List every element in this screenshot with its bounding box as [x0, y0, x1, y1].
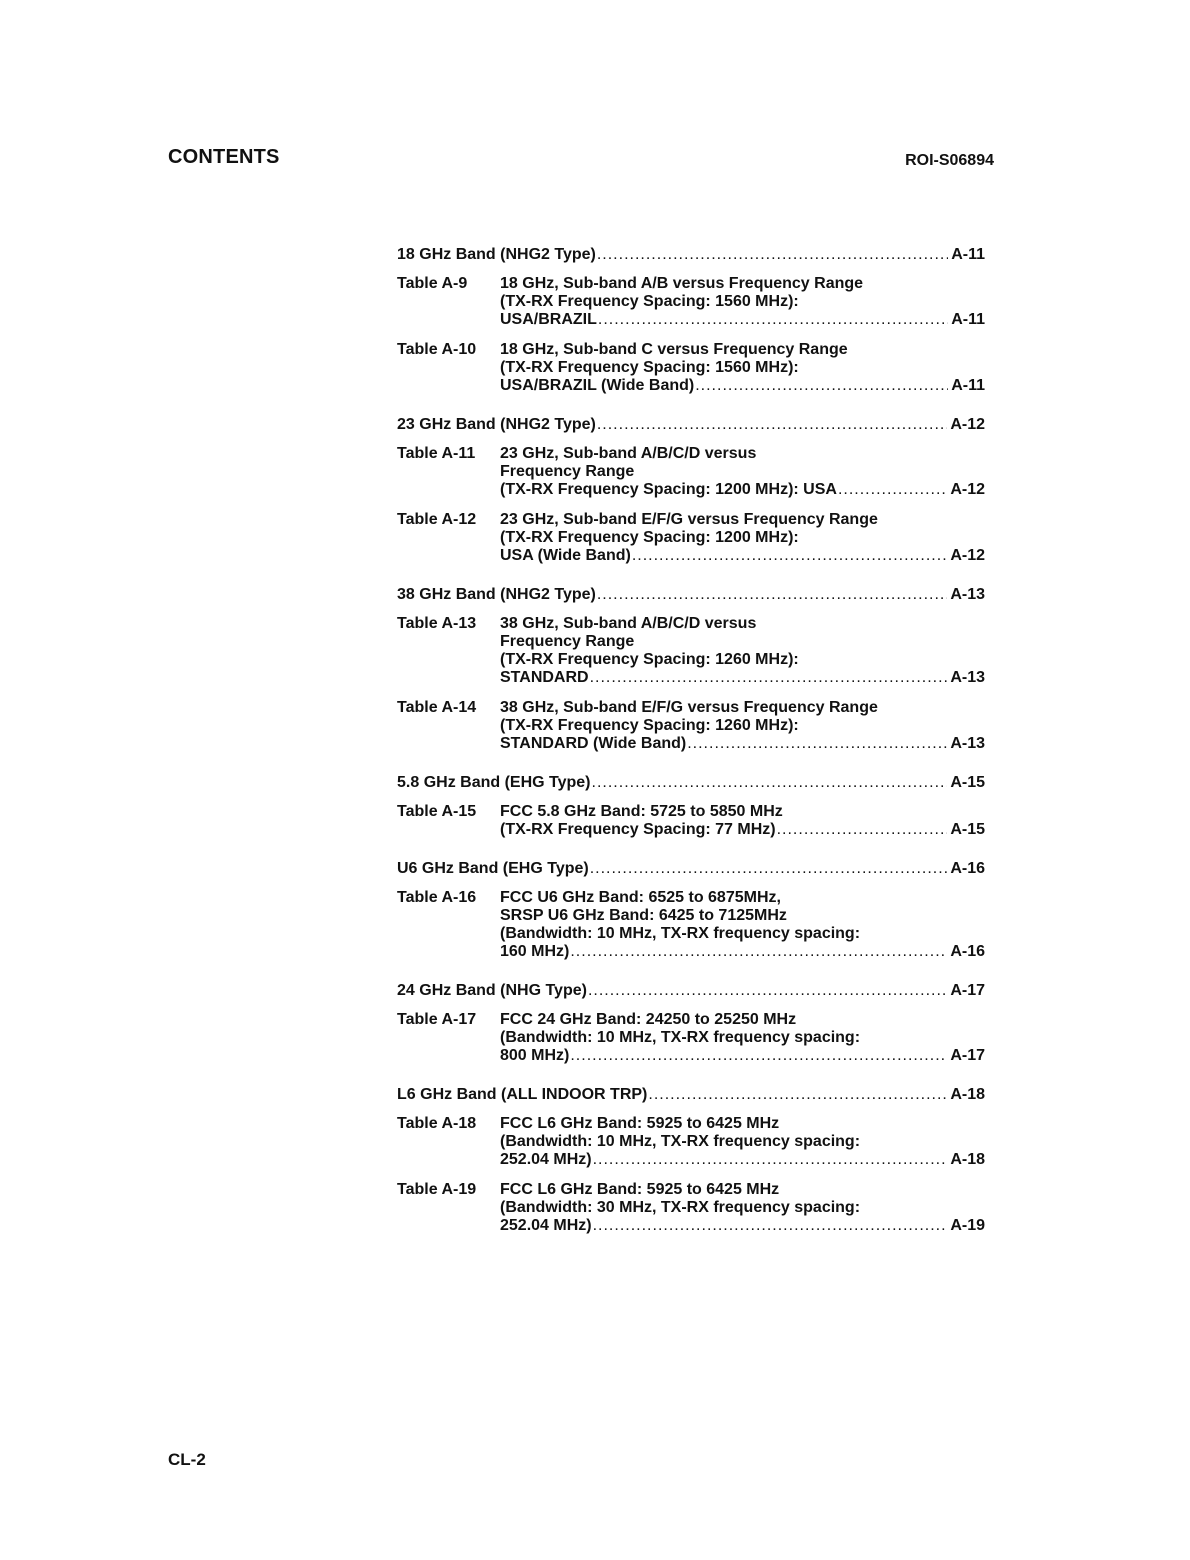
section-title: 24 GHz Band (NHG Type) — [397, 982, 587, 999]
dot-leader — [590, 860, 948, 878]
section-title: L6 GHz Band (ALL INDOOR TRP) — [397, 1086, 648, 1103]
table-label: Table A-18 — [397, 1115, 477, 1132]
table-page: A-16 — [950, 943, 985, 960]
table-title-line: USA/BRAZIL (Wide Band) — [500, 377, 695, 394]
section-title: 23 GHz Band (NHG2 Type) — [397, 416, 596, 433]
table-title-line: (TX-RX Frequency Spacing: 1260 MHz): — [500, 651, 799, 668]
table-title-line: (TX-RX Frequency Spacing: 1200 MHz): — [500, 529, 799, 546]
section-title: U6 GHz Band (EHG Type) — [397, 860, 589, 877]
table-title-line: 160 MHz) — [500, 943, 570, 960]
toc-table-entry[interactable] — [397, 803, 985, 839]
section-page: A-13 — [950, 586, 985, 603]
table-description — [500, 615, 985, 687]
table-title-line: (Bandwidth: 10 MHz, TX-RX frequency spacing: — [500, 925, 861, 942]
table-description — [500, 889, 985, 961]
dot-leader — [777, 821, 948, 839]
table-page: A-15 — [950, 821, 985, 838]
toc-table-entry[interactable] — [397, 511, 985, 565]
document-id: ROI-S06894 — [905, 152, 994, 169]
table-label: Table A-15 — [397, 803, 477, 820]
table-description — [500, 275, 985, 329]
toc-table-entry[interactable] — [397, 1115, 985, 1169]
table-of-contents — [397, 246, 985, 1256]
toc-section-entry[interactable] — [397, 246, 985, 264]
toc-table-entry[interactable] — [397, 341, 985, 395]
dot-leader — [632, 547, 948, 565]
table-title-line: 18 GHz, Sub-band C versus Frequency Range — [500, 341, 848, 358]
toc-table-entry[interactable] — [397, 699, 985, 753]
table-title-line: FCC 5.8 GHz Band: 5725 to 5850 MHz — [500, 803, 783, 820]
table-title-line: STANDARD — [500, 669, 589, 686]
dot-leader — [570, 1047, 947, 1065]
page-number: CL-2 — [168, 1450, 206, 1469]
table-title-line: (Bandwidth: 10 MHz, TX-RX frequency spacing: — [500, 1133, 861, 1150]
table-label: Table A-13 — [397, 615, 477, 632]
dot-leader — [597, 246, 948, 264]
dot-leader — [597, 416, 947, 434]
table-title-line: FCC L6 GHz Band: 5925 to 6425 MHz — [500, 1181, 780, 1198]
table-title-line: 38 GHz, Sub-band A/B/C/D versus — [500, 615, 757, 632]
page-title: CONTENTS — [168, 146, 280, 168]
toc-section-entry[interactable] — [397, 586, 985, 604]
dot-leader — [590, 669, 948, 687]
section-title: 5.8 GHz Band (EHG Type) — [397, 774, 591, 791]
table-title-line: FCC L6 GHz Band: 5925 to 6425 MHz — [500, 1115, 780, 1132]
dot-leader — [598, 311, 948, 329]
section-title: 18 GHz Band (NHG2 Type) — [397, 246, 596, 263]
table-title-line: (TX-RX Frequency Spacing: 1260 MHz): — [500, 717, 799, 734]
toc-section-entry[interactable] — [397, 982, 985, 1000]
toc-section-entry[interactable] — [397, 416, 985, 434]
section-title: 38 GHz Band (NHG2 Type) — [397, 586, 596, 603]
dot-leader — [592, 774, 948, 792]
table-title-line: (TX-RX Frequency Spacing: 1200 MHz): USA — [500, 481, 837, 498]
dot-leader — [593, 1217, 948, 1235]
table-description — [500, 511, 985, 565]
table-title-line: 800 MHz) — [500, 1047, 570, 1064]
table-description — [500, 1181, 985, 1235]
section-page: A-12 — [950, 416, 985, 433]
table-title-line: 252.04 MHz) — [500, 1151, 592, 1168]
section-page: A-11 — [951, 246, 985, 263]
table-label: Table A-10 — [397, 341, 477, 358]
table-description — [500, 1115, 985, 1169]
table-page: A-19 — [950, 1217, 985, 1234]
table-page: A-18 — [950, 1151, 985, 1168]
table-page: A-17 — [950, 1047, 985, 1064]
table-page: A-12 — [950, 547, 985, 564]
table-title-line: (Bandwidth: 30 MHz, TX-RX frequency spacing: — [500, 1199, 861, 1216]
table-label: Table A-9 — [397, 275, 468, 292]
table-title-line: USA/BRAZIL — [500, 311, 597, 328]
dot-leader — [695, 377, 948, 395]
section-page: A-16 — [950, 860, 985, 877]
table-label: Table A-16 — [397, 889, 477, 906]
table-title-line: (TX-RX Frequency Spacing: 1560 MHz): — [500, 293, 799, 310]
dot-leader — [597, 586, 947, 604]
toc-section — [397, 586, 985, 753]
table-description — [500, 699, 985, 753]
table-title-line: FCC 24 GHz Band: 24250 to 25250 MHz — [500, 1011, 797, 1028]
toc-section — [397, 860, 985, 961]
toc-section-entry[interactable] — [397, 860, 985, 878]
table-title-line: FCC U6 GHz Band: 6525 to 6875MHz, — [500, 889, 781, 906]
section-page: A-15 — [950, 774, 985, 791]
table-label: Table A-12 — [397, 511, 477, 528]
toc-table-entry[interactable] — [397, 889, 985, 961]
toc-table-entry[interactable] — [397, 615, 985, 687]
toc-section-entry[interactable] — [397, 1086, 985, 1104]
dot-leader — [570, 943, 947, 961]
table-description — [500, 341, 985, 395]
table-title-line: 38 GHz, Sub-band E/F/G versus Frequency Range — [500, 699, 878, 716]
table-title-line: 23 GHz, Sub-band A/B/C/D versus — [500, 445, 757, 462]
toc-table-entry[interactable] — [397, 1181, 985, 1235]
table-description — [500, 803, 985, 839]
dot-leader — [648, 1086, 947, 1104]
table-page: A-13 — [950, 669, 985, 686]
table-title-line: Frequency Range — [500, 633, 635, 650]
toc-table-entry[interactable] — [397, 1011, 985, 1065]
toc-section — [397, 982, 985, 1065]
table-title-line: Frequency Range — [500, 463, 635, 480]
table-title-line: 252.04 MHz) — [500, 1217, 592, 1234]
toc-section — [397, 246, 985, 395]
table-title-line: USA (Wide Band) — [500, 547, 631, 564]
table-page: A-12 — [950, 481, 985, 498]
toc-section — [397, 1086, 985, 1235]
dot-leader — [588, 982, 947, 1000]
dot-leader — [687, 735, 947, 753]
toc-section — [397, 416, 985, 565]
table-description — [500, 1011, 985, 1065]
table-page: A-11 — [951, 311, 985, 328]
toc-section-entry[interactable] — [397, 774, 985, 792]
table-title-line: SRSP U6 GHz Band: 6425 to 7125MHz — [500, 907, 787, 924]
table-label: Table A-14 — [397, 699, 477, 716]
table-title-line: (TX-RX Frequency Spacing: 77 MHz) — [500, 821, 776, 838]
section-page: A-18 — [950, 1086, 985, 1103]
table-page: A-11 — [951, 377, 985, 394]
table-title-line: (TX-RX Frequency Spacing: 1560 MHz): — [500, 359, 799, 376]
dot-leader — [838, 481, 947, 499]
table-description — [500, 445, 985, 499]
toc-table-entry[interactable] — [397, 275, 985, 329]
table-title-line: STANDARD (Wide Band) — [500, 735, 687, 752]
dot-leader — [593, 1151, 948, 1169]
table-title-line: 18 GHz, Sub-band A/B versus Frequency Range — [500, 275, 864, 292]
toc-section — [397, 774, 985, 839]
toc-table-entry[interactable] — [397, 445, 985, 499]
table-label: Table A-11 — [397, 445, 476, 462]
table-label: Table A-19 — [397, 1181, 477, 1198]
table-page: A-13 — [950, 735, 985, 752]
section-page: A-17 — [950, 982, 985, 999]
table-title-line: (Bandwidth: 10 MHz, TX-RX frequency spacing: — [500, 1029, 861, 1046]
table-title-line: 23 GHz, Sub-band E/F/G versus Frequency Range — [500, 511, 878, 528]
table-label: Table A-17 — [397, 1011, 477, 1028]
